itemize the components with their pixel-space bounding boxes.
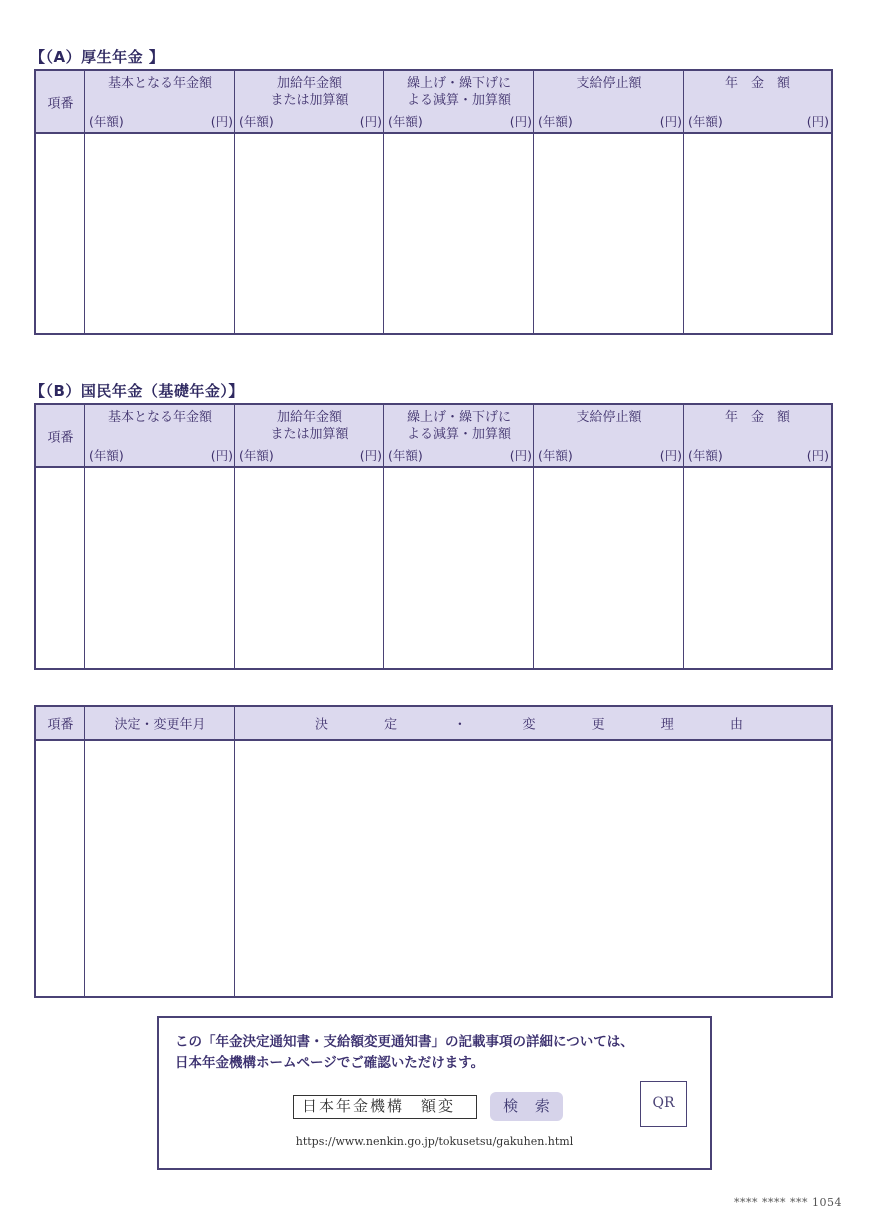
header-item-no: 項番 [47, 96, 74, 111]
header-suspended-amount: 支給停止額 (年額) (円) [538, 410, 682, 463]
column-divider [84, 71, 85, 333]
column-divider [234, 707, 235, 996]
header-decision-reason: 決 定 ・ 変 更 理 由 [315, 717, 743, 733]
decision-reason-table [34, 705, 833, 998]
section-a-title: 【（A）厚生年金 】 [30, 48, 165, 66]
column-divider [683, 71, 684, 333]
header-base-amount: 基本となる年金額 (年額) (円) [89, 410, 233, 463]
document-code: **** **** *** 1054 [734, 1196, 842, 1209]
column-divider [234, 405, 235, 668]
table-c-header [36, 707, 831, 741]
search-query-box: 日本年金機構 額変 [293, 1095, 477, 1119]
qr-code-placeholder: QR [640, 1081, 687, 1127]
pension-table-a [34, 69, 833, 335]
header-item-no: 項番 [47, 717, 74, 733]
pension-table-b [34, 403, 833, 670]
header-additional-amount: 加給年金額 または加算額 (年額) (円) [239, 410, 382, 463]
column-divider [84, 405, 85, 668]
header-decision-date: 決定・変更年月 [114, 717, 206, 733]
header-early-late-adjustment: 繰上げ・繰下げに よる減算・加算額 (年額) (円) [388, 410, 532, 463]
table-b-header [36, 405, 831, 468]
info-text: この「年金決定通知書・支給額変更通知書」の記載事項の詳細については、 日本年金機構ホームページでご確認いただけます。 [175, 1034, 634, 1071]
header-suspended-amount: 支給停止額 (年額) (円) [538, 76, 682, 129]
column-divider [533, 71, 534, 333]
header-base-amount: 基本となる年金額 (年額) (円) [89, 76, 233, 129]
table-a-header [36, 71, 831, 134]
header-early-late-adjustment: 繰上げ・繰下げに よる減算・加算額 (年額) (円) [388, 76, 532, 129]
website-url: https://www.nenkin.go.jp/tokusetsu/gakuhen.html [295, 1135, 574, 1148]
header-additional-amount: 加給年金額 または加算額 (年額) (円) [239, 76, 382, 129]
header-item-no: 項番 [47, 430, 74, 445]
column-divider [234, 71, 235, 333]
info-box [157, 1016, 712, 1170]
column-divider [533, 405, 534, 668]
section-b-title: 【（B）国民年金（基礎年金）】 [30, 382, 244, 400]
column-divider [383, 71, 384, 333]
column-divider [84, 707, 85, 996]
search-button: 検 索 [490, 1092, 563, 1121]
header-pension-amount: 年 金 額 (年額) (円) [688, 410, 829, 463]
header-pension-amount: 年 金 額 (年額) (円) [688, 76, 829, 129]
column-divider [383, 405, 384, 668]
column-divider [683, 405, 684, 668]
